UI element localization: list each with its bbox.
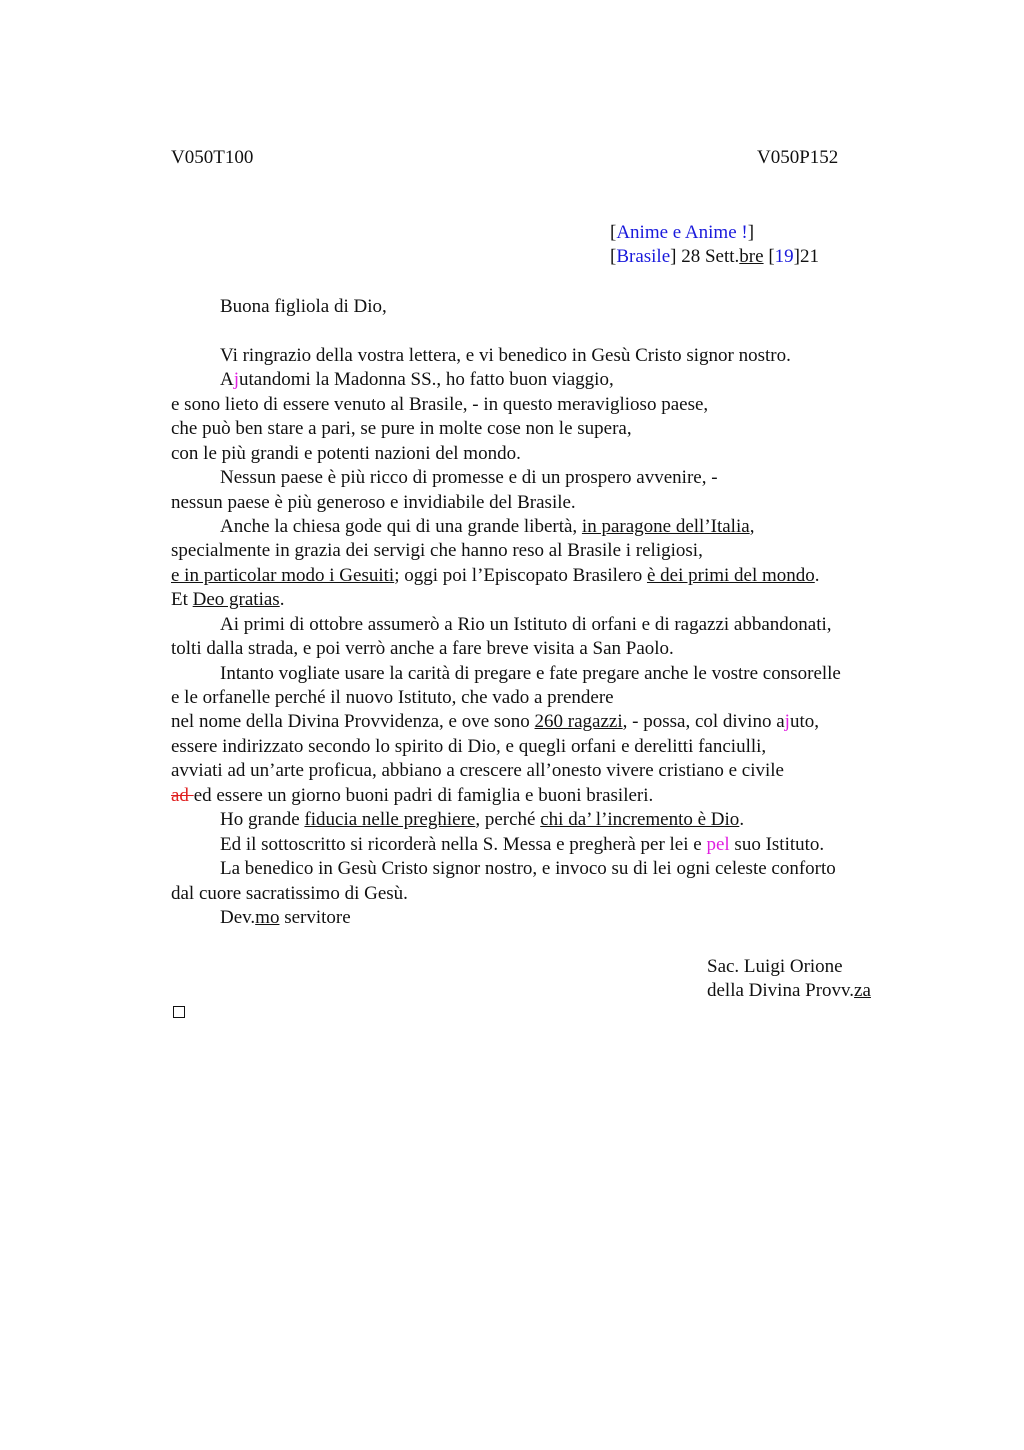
underlined-text: è dei primi del mondo [646,565,815,586]
text-run: . [279,589,285,610]
bracket-open: [ [610,222,617,243]
underlined-text: za [854,980,871,1001]
bracket-close: ] [747,222,755,243]
text-run: nel nome della Divina Provvidenza, e ove sono [171,711,535,732]
text-run: Anche la chiesa gode qui di una grande libertà, [220,516,582,537]
body-line [171,565,820,587]
motto-line [610,222,754,244]
body-line: specialmente in grazia dei servigi che hanno reso al Brasile i religiosi, [171,540,703,561]
body-line [220,834,824,856]
signature-name: Sac. Luigi Orione [707,956,843,977]
place-text: Brasile [616,246,671,267]
text-run: Et [171,589,193,610]
text-run: ed essere un giorno buoni padri di famiglia e buoni brasileri. [193,785,654,806]
body-line: e sono lieto di essere venuto al Brasile, - in questo meraviglioso paese, [171,394,709,415]
underlined-text: in paragone dell’Italia [581,516,750,537]
body-line: tolti dalla strada, e poi verrò anche a fare breve visita a San Paolo. [171,638,674,659]
text-run: , perché [475,809,541,830]
deleted-text: ad [171,785,194,806]
text-run: utandomi la Madonna SS., ho fatto buon viaggio, [239,369,614,390]
text-run: servitore [279,907,351,928]
text-run: . [814,565,820,586]
body-line: con le più grandi e potenti nazioni del mondo. [171,443,521,464]
body-line [171,785,653,807]
bracket-open: [ [610,246,617,267]
correction-mark: j [233,369,240,390]
text-run: suo Istituto. [729,834,825,855]
date-text: 28 Sett. [676,246,740,267]
text-run: uto, [789,711,819,732]
closing-line [220,907,351,929]
text-run: , [749,516,755,537]
motto-text: Anime e Anime ! [616,222,748,243]
document-code-left: V050T100 [171,147,254,168]
body-line [171,711,819,733]
document-code-right: V050P152 [757,147,839,168]
correction-mark: pel [706,834,730,855]
body-line: dal cuore sacratissimo di Gesù. [171,883,408,904]
body-line: Intanto vogliate usare la carità di pregare e fate pregare anche le vostre consorelle [220,663,841,684]
year-century: 19 [774,246,794,267]
text-run: della Divina Provv. [707,980,855,1001]
body-line [171,589,284,611]
body-line: nessun paese è più generoso e invidiabile del Brasile. [171,492,576,513]
body-line: Ai primi di ottobre assumerò a Rio un Istituto di orfani e di ragazzi abbandonati, [220,614,832,635]
body-line: e le orfanelle perché il nuovo Istituto, che vado a prendere [171,687,614,708]
underlined-text: Deo gratias [192,589,280,610]
underlined-text: e in particolar modo i Gesuiti [171,565,395,586]
greeting: Buona figliola di Dio, [220,296,387,317]
bracket-close: ] [670,246,677,267]
text-run: , - possa, col divino a [622,711,785,732]
body-line: Vi ringrazio della vostra lettera, e vi benedico in Gesù Cristo signor nostro. [220,345,791,366]
body-line: essere indirizzato secondo lo spirito di Dio, e quegli orfani e derelitti fanciulli, [171,736,767,757]
year-rest: ]21 [793,246,819,267]
end-marker-box-icon [173,1006,185,1018]
body-line [220,516,754,538]
dateline [610,246,819,268]
body-line [220,809,744,831]
text-run: ; oggi poi l’Episcopato Brasilero [394,565,647,586]
body-line [220,369,614,391]
bracket-open: [ [763,246,775,267]
underlined-text: fiducia nelle preghiere [304,809,476,830]
body-line: La benedico in Gesù Cristo signor nostro, e invoco su di lei ogni celeste conforto [220,858,836,879]
correction-mark: j [784,711,790,732]
body-line: Nessun paese è più ricco di promesse e di un prospero avvenire, - [220,467,718,488]
text-run: Ho grande [220,809,305,830]
text-run: A [220,369,234,390]
text-run: . [739,809,745,830]
signature-title [707,980,871,1002]
underlined-text: chi da’ l’incremento è Dio [540,809,740,830]
body-line: che può ben stare a pari, se pure in molte cose non le supera, [171,418,632,439]
date-month-suffix: bre [739,246,764,267]
underlined-text: mo [255,907,280,928]
underlined-text: 260 ragazzi [534,711,623,732]
body-line: avviati ad un’arte proficua, abbiano a crescere all’onesto vivere cristiano e civile [171,760,784,781]
text-run: Ed il sottoscritto si ricorderà nella S. Messa e pregherà per lei e [220,834,707,855]
text-run: Dev. [220,907,256,928]
